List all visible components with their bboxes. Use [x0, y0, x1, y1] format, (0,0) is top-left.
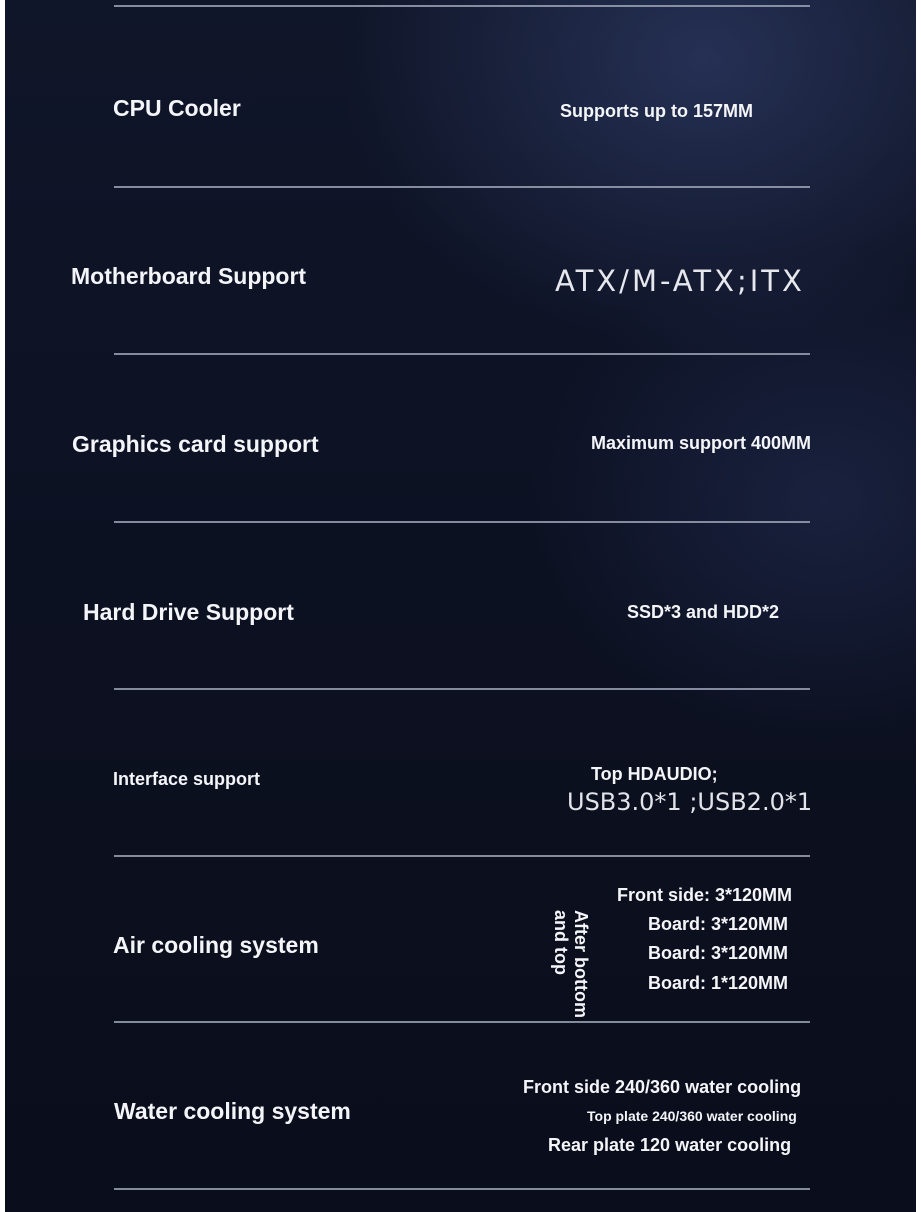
spec-value-hard-drive: SSD*3 and HDD*2: [627, 602, 780, 622]
spec-value-water-cooling-line2: Top plate 240/360 water cooling: [587, 1108, 797, 1124]
divider: [114, 1021, 810, 1023]
spec-panel: [5, 0, 916, 1212]
spec-value-interface-line1: Top HDAUDIO;: [591, 764, 718, 784]
spec-value-water-cooling-line1: Front side 240/360 water cooling: [523, 1077, 802, 1097]
spec-note-air-cooling: After bottom and top: [551, 910, 591, 1018]
spec-value-graphics-card: Maximum support 400MM: [591, 433, 812, 453]
spec-value-water-cooling-line3: Rear plate 120 water cooling: [548, 1135, 792, 1155]
spec-label-graphics-card: Graphics card support: [72, 431, 319, 457]
divider: [114, 186, 810, 188]
spec-value-air-cooling-line1: Front side: 3*120MM: [617, 885, 793, 905]
spec-label-motherboard: Motherboard Support: [71, 263, 307, 289]
spec-value-air-cooling-line4: Board: 1*120MM: [648, 973, 789, 993]
divider: [114, 5, 810, 7]
spec-label-cpu-cooler: CPU Cooler: [113, 95, 241, 121]
divider: [114, 521, 810, 523]
spec-label-interface: Interface support: [113, 769, 261, 789]
spec-value-air-cooling-line3: Board: 3*120MM: [648, 943, 789, 963]
divider: [114, 353, 810, 355]
spec-value-cpu-cooler: Supports up to 157MM: [560, 101, 753, 121]
divider: [114, 1188, 810, 1190]
divider: [114, 855, 810, 857]
spec-label-air-cooling: Air cooling system: [113, 932, 319, 958]
spec-label-hard-drive: Hard Drive Support: [83, 599, 294, 625]
spec-value-interface-line2: USB3.0*1 ;USB2.0*1: [567, 788, 813, 816]
divider: [114, 688, 810, 690]
spec-value-motherboard: ATX/M-ATX;ITX: [555, 264, 805, 298]
spec-value-air-cooling-line2: Board: 3*120MM: [648, 914, 789, 934]
spec-label-water-cooling: Water cooling system: [114, 1098, 351, 1124]
